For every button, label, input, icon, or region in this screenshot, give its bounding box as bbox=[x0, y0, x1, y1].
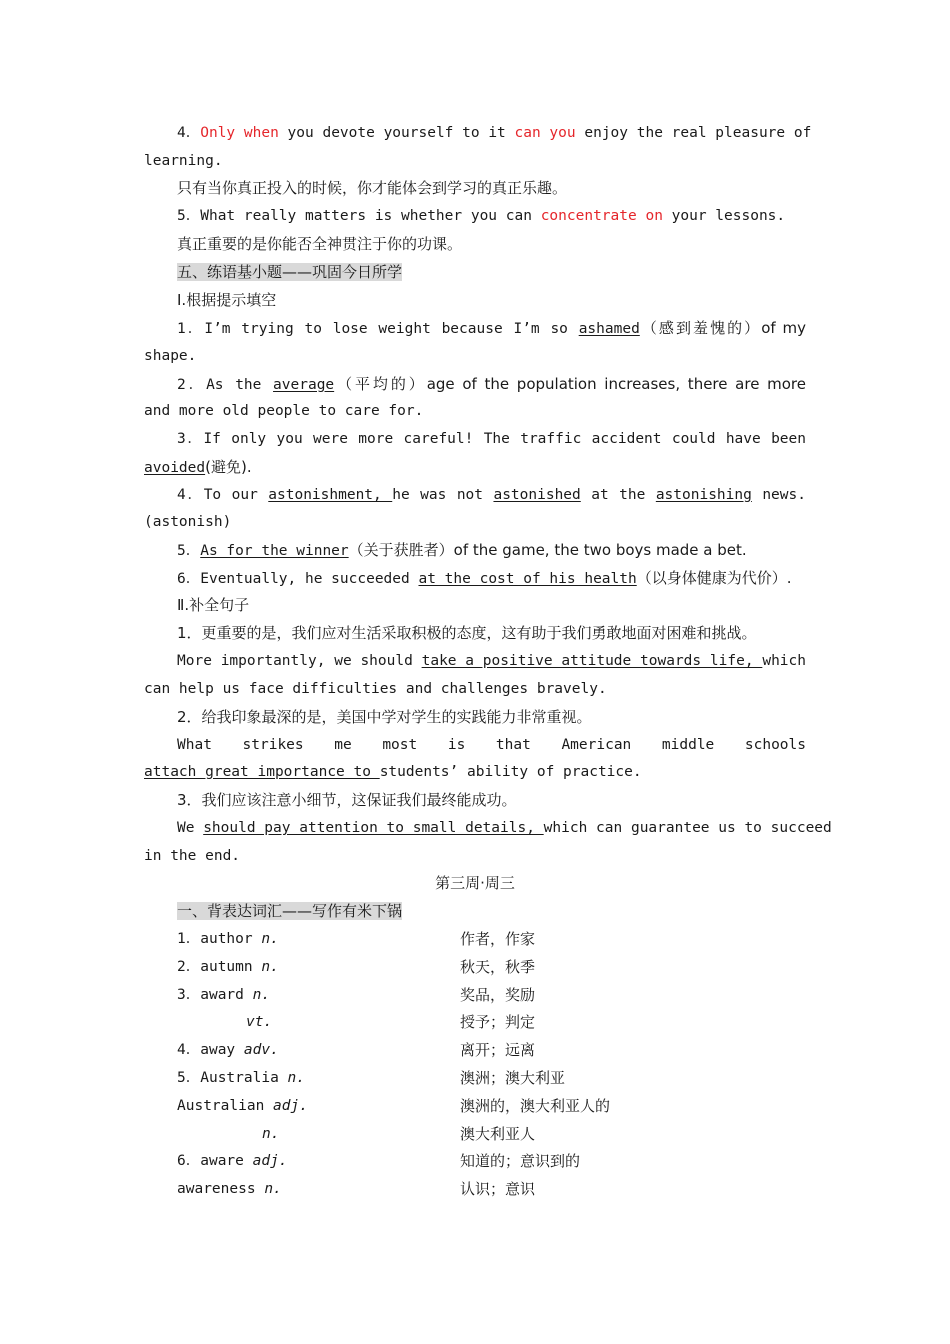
complete-q2-chinese: 2．给我印象最深的是，美国中学对学生的实践能力非常重视。 bbox=[177, 708, 592, 726]
week-heading: 第三周·周三 bbox=[435, 874, 515, 892]
fill-q6: 6．Eventually, he succeeded at the cost of his health（以身体健康为代价）. bbox=[177, 569, 792, 587]
sentence-5: 5．What really matters is whether you can concentrate on your lessons. bbox=[177, 208, 786, 224]
vocab-word-2: 2．autumn n. bbox=[177, 959, 279, 975]
vocab-word-10: awareness n. bbox=[177, 1181, 282, 1197]
fill-q5-answer: As for the winner bbox=[200, 543, 349, 559]
sentence-4-line-2: learning. bbox=[144, 153, 223, 169]
fill-q2-line-2: and more old people to care for. bbox=[144, 403, 424, 419]
complete-q3-line-2: in the end. bbox=[144, 848, 241, 864]
answer-only-when: Only when bbox=[200, 125, 279, 141]
vocab-meaning-7: 澳洲的，澳大利亚人的 bbox=[460, 1097, 611, 1115]
complete-q1-line-2: can help us face difficulties and challenges bravely. bbox=[144, 681, 607, 697]
fill-q2-answer: average bbox=[273, 377, 335, 393]
answer-can-you: can you bbox=[514, 125, 576, 141]
complete-q1-line-1: More importantly, we should take a positive attitude towards life, which bbox=[177, 653, 806, 669]
vocab-word-7: Australian adj. bbox=[177, 1098, 308, 1114]
vocab-word-9: 6．aware adj. bbox=[177, 1153, 288, 1169]
fill-q3-line-1: 3．If only you were more careful! The traffic accident could have been bbox=[177, 431, 806, 447]
section-1-title: 一、背表达词汇——写作有米下锅 bbox=[177, 902, 403, 920]
complete-q2-answer: attach great importance to bbox=[144, 764, 380, 780]
sentence-5-translation: 真正重要的是你能否全神贯注于你的功课。 bbox=[177, 235, 463, 253]
complete-q3-chinese: 3．我们应该注意小细节，这保证我们最终能成功。 bbox=[177, 791, 517, 809]
fill-q3-answer: avoided bbox=[144, 460, 206, 476]
complete-q2-line-2: attach great importance to students’ ability of practice. bbox=[144, 764, 642, 780]
part-1-title: Ⅰ.根据提示填空 bbox=[177, 291, 277, 309]
vocab-word-3: 3．award n. bbox=[177, 987, 271, 1003]
fill-q2-line-1: 2．As the average（平均的）age of the population increases, there are more bbox=[177, 375, 806, 393]
fill-q1-answer: ashamed bbox=[578, 321, 640, 337]
section-5-title: 五、练语基小题——巩固今日所学 bbox=[177, 263, 403, 281]
vocab-meaning-8: 澳大利亚人 bbox=[460, 1125, 536, 1143]
vocab-meaning-2: 秋天，秋季 bbox=[460, 958, 536, 976]
vocab-word-5: 4．away adv. bbox=[177, 1042, 279, 1058]
vocab-meaning-4: 授予；判定 bbox=[460, 1013, 536, 1031]
answer-concentrate-on: concentrate on bbox=[540, 208, 663, 224]
fill-q1-line-2: shape. bbox=[144, 348, 197, 364]
vocab-meaning-6: 澳洲；澳大利亚 bbox=[460, 1069, 566, 1087]
sentence-4-translation: 只有当你真正投入的时候，你才能体会到学习的真正乐趣。 bbox=[177, 179, 568, 197]
complete-q2-line-1: What strikes me most is that American middle schools bbox=[177, 737, 806, 753]
fill-q4-line-2: (astonish) bbox=[144, 514, 232, 530]
vocab-meaning-9: 知道的；意识到的 bbox=[460, 1152, 581, 1170]
complete-q1-answer: take a positive attitude towards life, bbox=[421, 653, 763, 669]
part-2-title: Ⅱ.补全句子 bbox=[177, 596, 250, 614]
fill-q4-line-1: 4．To our astonishment, he was not astonished at the astonishing news. bbox=[177, 487, 806, 503]
fill-q4-answer-2: astonished bbox=[493, 487, 581, 503]
complete-q1-chinese: 1．更重要的是，我们应对生活采取积极的态度，这有助于我们勇敢地面对困难和挑战。 bbox=[177, 624, 757, 642]
vocab-word-1: 1．author n. bbox=[177, 931, 279, 947]
fill-q1-line-1: 1．I’m trying to lose weight because I’m so ashamed（感到羞愧的）of my bbox=[177, 319, 806, 337]
fill-q5: 5．As for the winner（关于获胜者）of the game, the two boys made a bet. bbox=[177, 541, 747, 559]
vocab-meaning-10: 认识；意识 bbox=[460, 1180, 536, 1198]
fill-q4-answer-3: astonishing bbox=[655, 487, 752, 503]
vocab-meaning-3: 奖品，奖励 bbox=[460, 986, 536, 1004]
vocab-meaning-5: 离开；远离 bbox=[460, 1041, 536, 1059]
vocab-word-6: 5．Australia n. bbox=[177, 1070, 305, 1086]
sentence-4-line-1: 4．Only when you devote yourself to it can you enjoy the real pleasure of bbox=[177, 125, 812, 141]
vocab-word-4: vt. bbox=[246, 1014, 273, 1030]
complete-q3-line-1: We should pay attention to small details, which can guarantee us to succeed bbox=[177, 820, 832, 836]
fill-q4-answer-1: astonishment, bbox=[268, 487, 393, 503]
fill-q6-answer: at the cost of his health bbox=[418, 571, 637, 587]
fill-q3-line-2: avoided(避免). bbox=[144, 458, 252, 476]
complete-q3-answer: should pay attention to small details, bbox=[203, 820, 544, 836]
vocab-word-8: n. bbox=[262, 1126, 280, 1142]
vocab-meaning-1: 作者，作家 bbox=[460, 930, 536, 948]
